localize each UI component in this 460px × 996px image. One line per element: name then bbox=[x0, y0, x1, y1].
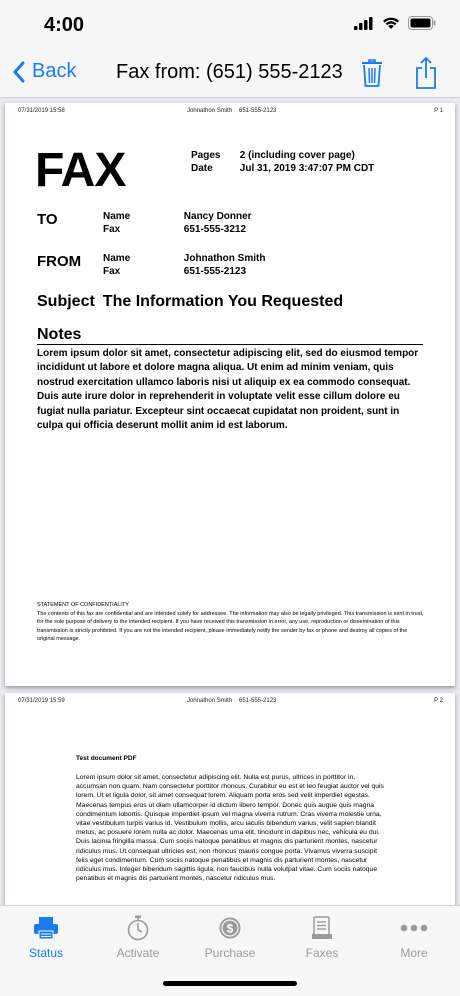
trash-icon bbox=[361, 58, 383, 88]
date-value: Jul 31, 2019 3:47:07 PM CDT bbox=[239, 163, 375, 174]
tab-more[interactable] bbox=[368, 914, 460, 960]
document-title: Test document PDF bbox=[76, 755, 137, 762]
from-fax-key: Fax bbox=[103, 266, 121, 277]
battery-icon bbox=[408, 16, 436, 30]
tab-faxes[interactable] bbox=[276, 914, 368, 960]
header-page-number: P 2 bbox=[434, 698, 443, 704]
confidentiality-heading: STATEMENT OF CONFIDENTIALITY bbox=[37, 602, 129, 608]
fax-page-2 bbox=[5, 693, 455, 905]
to-name-key: Name bbox=[103, 211, 131, 222]
page-header bbox=[18, 698, 443, 706]
from-name-row bbox=[103, 253, 265, 264]
from-name-key: Name bbox=[103, 253, 131, 264]
from-fax-row bbox=[103, 266, 246, 277]
document-body: Lorem ipsum dolor sit amet, consectetur adipiscing elit. Nulla est purus, ultrices in porttitor in, accumsan non quam. Nam consectetur porttitor rhoncus. Curabitur eu est et leo feugiat auctor vel quis lorem. Ut et ligula dolor, sit amet consequat lorem. Aliquam porta eros sed velit imperdiet egestas. Maecenas tempus eros ut diam ullamcorper id dictum libero tempor. Donec quis augue quis magna condimentum lobortis. Quisque imperdiet ipsum vel magna viverra rutrum. Cras viverra molestie urna, vitae vestibulum turpis varius id. Vestibulum mollis, arcu iaculis bibendum varius, velit sapien blandit metus, ac posuere lorem nulla ac dolor. Maecenas urna elit, tincidunt in dapibus nec, vehicula eu dui. Duis lacinia fringilla massa. Cum sociis natoque penatibus et magnis dis parturient montes, nascetur ridiculus mus. Ut consequat ultricies est, non rhoncus mauris congue porta. Vivamus viverra suscipit felis eget condimentum. Cum sociis natoque penatibus et magnis dis parturient montes, nascetur ridiculus mus. Integer bibendum sagittis ligula, non faucibus nulla volutpat vitae. Cum sociis natoque penatibus et magnis dis parturient montes, nascetur ridiculus mus. bbox=[76, 774, 384, 883]
chevron-left-icon bbox=[12, 61, 26, 83]
to-fax-value: 651-555-3212 bbox=[183, 224, 247, 235]
from-label: FROM bbox=[37, 253, 82, 270]
date-row bbox=[191, 163, 374, 174]
document-stack-icon bbox=[311, 916, 333, 940]
share-button[interactable] bbox=[414, 56, 438, 95]
dollar-coin-icon bbox=[218, 916, 242, 940]
from-name-value: Johnathon Smith bbox=[183, 253, 266, 264]
fax-viewer[interactable] bbox=[0, 99, 460, 905]
tab-more-label: More bbox=[400, 946, 428, 960]
subject-value: The Information You Requested bbox=[102, 293, 344, 310]
header-date: 07/31/2019 15:58 bbox=[18, 108, 65, 114]
header-page-number: P 1 bbox=[434, 108, 443, 114]
to-fax-key: Fax bbox=[103, 224, 121, 235]
header-phone: 651-555-2123 bbox=[239, 698, 277, 704]
fax-heading: FAX bbox=[35, 144, 126, 197]
tab-activate-label: Activate bbox=[116, 946, 160, 960]
tab-status[interactable] bbox=[0, 914, 92, 960]
wifi-icon bbox=[382, 17, 400, 30]
pages-value: 2 (including cover page) bbox=[239, 150, 355, 161]
tab-faxes-label: Faxes bbox=[305, 946, 339, 960]
header-phone: 651-555-2123 bbox=[239, 108, 277, 114]
back-label: Back bbox=[32, 60, 77, 82]
tab-activate[interactable] bbox=[92, 914, 184, 960]
tab-status-label: Status bbox=[28, 946, 64, 960]
fax-machine-icon bbox=[33, 916, 59, 940]
back-button[interactable] bbox=[12, 60, 76, 83]
status-time: 4:00 bbox=[44, 14, 85, 36]
navigation-bar bbox=[0, 50, 460, 98]
pages-row bbox=[191, 150, 355, 161]
confidentiality-body: The contents of this fax are confidential and are intended solely for addressee. The information may also be legally privileged. This transmission is sent in trust, for the sole purpose of delivery to the intended recipient. If you have received this transmission in error, any use, reproduction or dissemination of this transmission is strictly prohibited. If you are not the intended recipient, please immediately notify the sender by fax or phone and destroy all copies of the original message. bbox=[37, 611, 424, 643]
signal-icon bbox=[354, 17, 374, 30]
more-dots-icon bbox=[400, 924, 428, 932]
delete-button[interactable] bbox=[361, 58, 383, 93]
header-name: Johnathon Smith bbox=[187, 698, 233, 704]
status-bar bbox=[0, 0, 460, 50]
status-icons bbox=[354, 16, 436, 30]
svg-text:$: $ bbox=[226, 921, 234, 936]
subject-label: Subject bbox=[37, 293, 95, 310]
notes-divider bbox=[37, 344, 423, 345]
page-title: Fax from: (651) 555-2123 bbox=[116, 61, 343, 83]
tab-purchase[interactable] bbox=[184, 914, 276, 960]
header-name: Johnathon Smith bbox=[187, 108, 233, 114]
to-name-value: Nancy Donner bbox=[183, 211, 252, 222]
notes-heading: Notes bbox=[37, 326, 82, 343]
notes-body: Lorem ipsum dolor sit amet, consectetur adipiscing elit, sed do eiusmod tempor incididunt ut labore et dolore magna aliqua. Ut enim ad minim veniam, quis nostrud exercitation ullamco laboris nisi ut aliquip ex ea commodo consequat. Duis aute irure dolor in reprehenderit in voluptate velit esse cillum dolore eu fugiat nulla pariatur. Excepteur sint occaecat cupidatat non proident, sunt in culpa qui officia deserunt mollit anim id est laborum. bbox=[37, 348, 419, 432]
to-name-row bbox=[103, 211, 252, 222]
to-fax-row bbox=[103, 224, 246, 235]
pages-key: Pages bbox=[191, 150, 221, 161]
header-date: 07/31/2019 15:59 bbox=[18, 698, 65, 704]
page-header bbox=[18, 108, 443, 116]
date-key: Date bbox=[191, 163, 213, 174]
subject-row bbox=[37, 293, 343, 311]
share-icon bbox=[414, 56, 438, 90]
to-label: TO bbox=[37, 211, 58, 228]
fax-page-1 bbox=[5, 103, 455, 686]
home-indicator[interactable] bbox=[163, 981, 297, 986]
from-fax-value: 651-555-2123 bbox=[183, 266, 247, 277]
stopwatch-icon bbox=[126, 915, 150, 941]
tab-purchase-label: Purchase bbox=[204, 946, 256, 960]
